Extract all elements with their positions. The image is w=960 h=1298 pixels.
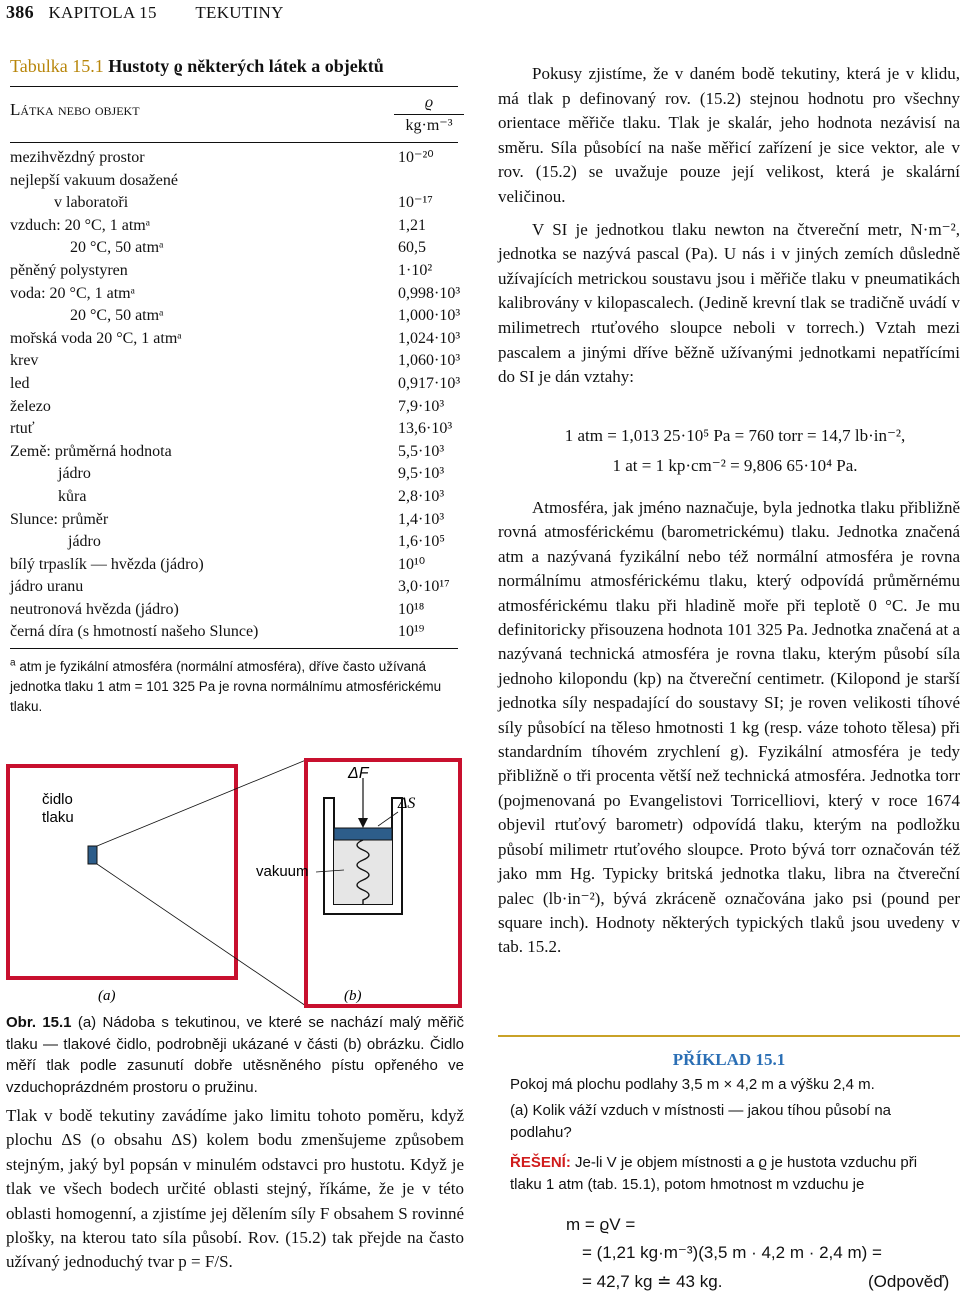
table-head-rule <box>10 142 458 143</box>
row-value: 2,8·10³ <box>398 487 445 505</box>
row-value: 1,024·10³ <box>398 329 461 347</box>
table-row <box>10 418 460 441</box>
row-name: mezihvězdný prostor <box>10 149 145 166</box>
example-title: PŘÍKLAD 15.1 <box>672 1050 786 1069</box>
table-row <box>10 463 460 486</box>
table-row <box>10 350 460 373</box>
row-value: 10¹⁸ <box>398 600 425 618</box>
table-title: Hustoty ϱ některých látek a objektů <box>108 56 384 76</box>
equation-at: 1 at = 1 kp·cm⁻² = 9,806 65·10⁴ Pa. <box>612 456 858 475</box>
table-row <box>10 237 460 260</box>
table-row <box>10 576 460 599</box>
row-value: 13,6·10³ <box>398 420 453 438</box>
table-row <box>10 283 460 306</box>
row-value: 1,4·10³ <box>398 510 445 528</box>
row-value: 60,5 <box>398 239 426 257</box>
table-row <box>10 192 460 215</box>
zoom-line-top <box>97 760 306 846</box>
row-value: 1·10² <box>398 261 433 279</box>
footnote-text: atm je fyzikální atmosféra (normální atmosféra), dříve často užívaná jednotka tlaku 1 atm = 101 325 Pa je rovna normálnímu atmosférickému tlaku. <box>10 659 442 714</box>
row-name: 20 °C, 50 atmᵃ <box>70 239 164 257</box>
table-row <box>10 260 460 283</box>
table-row <box>10 170 460 193</box>
answer-tag: (Odpověď) <box>868 1272 950 1291</box>
footnote-mark: a <box>10 657 16 669</box>
paragraph-pressure-scalar: Pokusy zjistíme, že v daném bodě tekutiny, která je v klidu, má tlak p definovaný rov. (15.2) stejnou hodnotu pro všechny orientace měřiče tlaku. Tlak je skalár, jeho hodnota nezávisí na směru. Síla působící na naše měřicí zařízení je sice vektor, ale v rov. (15.2) se uvažuje pouze její velikost, která je skalární veličinou. <box>498 64 960 206</box>
math-line-2: = (1,21 kg·m⁻³)(3,5 m · 4,2 m · 2,4 m) = <box>582 1243 882 1262</box>
label-vacuum: vakuum <box>256 863 309 880</box>
row-name: bílý trpaslík — hvězda (jádro) <box>10 555 204 573</box>
row-name: led <box>10 374 30 392</box>
row-value: 10⁻²⁰ <box>398 149 434 166</box>
table-row <box>10 441 460 464</box>
row-name: vzduch: 20 °C, 1 atmᵃ <box>10 216 151 234</box>
solution-label: ŘEŠENÍ: <box>510 1154 571 1171</box>
row-name: jádro uranu <box>10 578 84 596</box>
force-arrow-head <box>358 818 368 828</box>
row-name: kůra <box>58 487 87 505</box>
label-sensor: čidlo <box>42 791 73 808</box>
example-solution <box>510 1152 950 1195</box>
row-name: krev <box>10 352 39 370</box>
table-row <box>10 554 460 577</box>
table-unit <box>394 94 464 135</box>
row-value: 0,917·10³ <box>398 374 461 392</box>
table-caption <box>10 56 384 77</box>
table-row <box>10 509 460 532</box>
table-row <box>10 328 460 351</box>
example-statement: Pokoj má plochu podlahy 3,5 m × 4,2 m a výšku 2,4 m. <box>510 1076 875 1093</box>
row-value: 10⁻¹⁷ <box>398 194 433 212</box>
example-question: (a) Kolik váží vzduch v místnosti — jakou tíhou působí na podlahu? <box>510 1102 892 1141</box>
table-bottom-rule <box>10 648 458 649</box>
right-column-atmosphere <box>498 496 960 960</box>
row-name: rtuť <box>10 420 35 438</box>
row-name: mořská voda 20 °C, 1 atmᵃ <box>10 329 182 347</box>
row-value: 1,060·10³ <box>398 352 461 370</box>
right-column <box>498 62 960 398</box>
table-row <box>10 305 460 328</box>
row-name: jádro <box>68 533 101 551</box>
paragraph-atmosphere: Atmosféra, jak jméno naznačuje, byla jednotka tlaku přibližně rovná atmosférickému (barometrickému) tlaku. Jednotka značená atm a nazývaná fyzikální nebo též normální atmosféra je rovna normálnímu atmosférickému tlaku, který odpovídá průměrnému atmosférickému tlaku při hladině moře při teplotě 0 °C. Je mu definitoricky přisouzena hodnota 101 325 Pa. Jednotka značená at a nazývaná technická atmosféra je rovna tlaku, kterým působí síla jednoho kilopondu (kp) na čtvereční centimetr. (Kilopond je starší jednotka síly nespadající do soustavy SI; je roven velikosti tíhové síly působící na těleso hmotnosti 1 kg (resp. váze tohoto tělesa) při standardním tíhovém zrychlení g). Fyzikální atmosféra je tedy přibližně o tři procenta větší než technická atmosféra. Jednotka torr (pojmenovaná po Evangelistovi Torricelliovi, který v roce 1674 objevil rtuťový barometr) odpovídá tlaku, kterým na podložku působí milimetr rtuťového sloupce. Proto bývá torr označován též jako mm Hg. Typicky britská jednotka tlaku, libra na čtvereční palec (lb·in⁻²), bývá zkráceně označována jako psi (pound per square inch). Hodnoty některých typických tlaků jsou uvedeny v tab. 15.2. <box>498 498 960 957</box>
figure-caption <box>6 1012 464 1098</box>
figure-caption-text: (a) Nádoba s tekutinou, ve které se nachází malý měřič tlaku — tlakové čidlo, podrobněji ukázané v části (b) obrázku. Čidlo měří tlak podle zasunutí dobře utěsněného pístu opřeného ve vzduchoprázdném prostoru o pružinu. <box>6 1014 464 1096</box>
figure-caption-label: Obr. 15.1 <box>6 1014 72 1031</box>
row-value: 1,000·10³ <box>398 307 461 325</box>
row-value: 1,6·10⁵ <box>398 533 445 551</box>
label-sensor-2: tlaku <box>42 809 74 826</box>
table-row <box>10 147 460 170</box>
math-line-3: = 42,7 kg ≐ 43 kg. <box>582 1272 723 1291</box>
table-top-rule <box>10 86 458 87</box>
sensor-small <box>88 846 97 864</box>
example-rule <box>498 1035 960 1037</box>
left-body-text: Tlak v bodě tekutiny zavádíme jako limitu tohoto poměru, když plochu ΔS (o obsahu ΔS) kolem bodu zmenšujeme způsobem stejným, jaký byl popsán v minulém odstavci pro hustotu. Když je tlak ve všech bodech určité oblasti stejný, říkáme, že je v této oblasti homogenní, a zjistíme jej dělením síly F obsahem S rovinné plošky, na kterou tato síla působí. Rov. (15.2) tak přejde na často užívaný jednoduchý tvar p = F/S. <box>6 1106 464 1272</box>
section-label: TEKUTINY <box>195 3 284 22</box>
row-name: pěněný polystyren <box>10 261 128 279</box>
solution-text: Je-li V je objem místnosti a ϱ je hustota vzduchu při tlaku 1 atm (tab. 15.1), potom hmotnost m vzduchu je <box>510 1154 918 1193</box>
table-row <box>10 531 460 554</box>
unit-value: kg·m⁻³ <box>405 117 453 134</box>
math-line-1: m = ϱV = <box>566 1215 636 1234</box>
row-name: 20 °C, 50 atmᵃ <box>70 307 164 325</box>
row-name: Slunce: průměr <box>10 510 109 528</box>
table-body <box>10 147 460 644</box>
table-row <box>10 396 460 419</box>
figure-15-1 <box>6 758 464 1008</box>
row-name: černá díra (s hmotností našeho Slunce) <box>10 623 259 641</box>
row-value: 10¹⁹ <box>398 623 425 641</box>
table-row <box>10 215 460 238</box>
label-a: (a) <box>98 988 116 1004</box>
label-b: (b) <box>344 988 362 1004</box>
table-number: Tabulka 15.1 <box>10 56 104 76</box>
row-name: jádro <box>58 465 91 483</box>
unit-symbol: ϱ <box>394 94 464 115</box>
row-value: 3,0·10¹⁷ <box>398 578 450 596</box>
row-value: 7,9·10³ <box>398 397 445 415</box>
row-value: 5,5·10³ <box>398 442 445 460</box>
label-area: ΔS <box>398 795 416 812</box>
row-value: 9,5·10³ <box>398 465 445 483</box>
row-name: voda: 20 °C, 1 atmᵃ <box>10 284 135 302</box>
row-name: v laboratoři <box>54 194 129 212</box>
table-row <box>10 486 460 509</box>
paragraph-si-unit: V SI je jednotkou tlaku newton na čtvereční metr, N·m⁻², jednotka se nazývá pascal (Pa). U nás i v jiných zemích důsledně užívajících metrickou soustavu jsou i měřiče tlaku v pneumatikách kalibrovány v kilopascalech. (Jedině krevní tlak se tradičně uvádí v milimetrech rtuťového sloupce neboli v torrech.) Vztah mezi pascalem a jinými dříve běžně užívanými jednotkami nepatřícími do SI je dán vztahy: <box>498 219 960 387</box>
zoom-line-bottom <box>97 864 306 1006</box>
row-value: 10¹⁰ <box>398 555 426 573</box>
table-column-label: Látka nebo objekt <box>10 100 140 119</box>
page-header <box>6 2 284 23</box>
row-name: železo <box>10 397 51 415</box>
row-value: 0,998·10³ <box>398 284 461 302</box>
table-row <box>10 621 460 644</box>
table-footnote <box>10 657 462 717</box>
table-row <box>10 373 460 396</box>
row-name: neutronová hvězda (jádro) <box>10 600 179 618</box>
row-name: Země: průměrná hodnota <box>10 442 172 460</box>
label-force: ΔF <box>348 765 369 782</box>
equation-atm: 1 atm = 1,013 25·10⁵ Pa = 760 torr = 14,7 lb·in⁻², <box>564 426 906 445</box>
chapter-label: KAPITOLA 15 <box>48 3 157 22</box>
piston <box>334 828 392 840</box>
row-name: nejlepší vakuum dosažené <box>10 171 178 189</box>
row-value: 1,21 <box>398 216 426 234</box>
page-number: 386 <box>6 2 34 22</box>
table-row <box>10 599 460 622</box>
table-header <box>10 94 460 140</box>
